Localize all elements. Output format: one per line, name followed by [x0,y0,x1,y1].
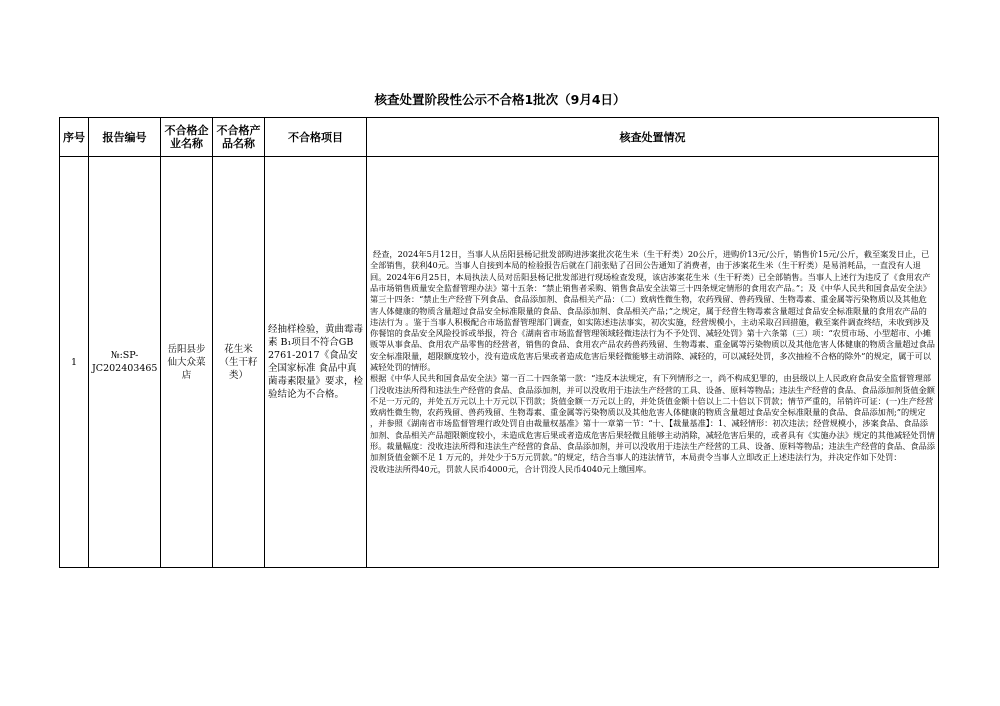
cell-company: 岳阳县步仙大众菜店 [161,157,213,568]
header-seq: 序号 [60,118,89,157]
page-title: 核查处置阶段性公示不合格1批次（9月4日） [374,92,626,107]
table-header-row [60,118,939,157]
header-report-no: 报告编号 [89,118,161,157]
header-disposal: 核查处置情况 [367,118,939,157]
header-company: 不合格企业名称 [161,118,213,157]
cell-seq: 1 [60,157,89,568]
header-product: 不合格产品名称 [213,118,265,157]
cell-disposal [367,157,939,568]
disposal-paragraph-2: 根据《中华人民共和国食品安全法》第一百二十四条第一款：“违反本法规定，有下列情形之一，尚不构成犯罪的，由县级以上人民政府食品安全监督管理部门没收违法所得和违法生产经营的食品、食品添加剂，并可以没收用于违法生产经营的工具、设备、原料等物品；违法生产经营的食品、食品添加剂货值金额不足一万元的，并处五万元以上十万元以下罚款；货值金额一万元以上的，并处货值金额十倍以上二十倍以下罚款；情节严重的，吊销许可证：(一)生产经营致病性微生物，农药残留、兽药残留、生物毒素、重金属等污染物质以及其他危害人体健康的物质含量超过食品安全标准限量的食品、食品添加剂;”的规定 ，并参照《湖南省市场监督管理行政处罚自由裁量权基准》第十一章第一节：“十、【裁量基准】：1、减轻情形：初次违法；经营规模小，涉案食品、食品添加剂、食品相关产品超限额度较小，未造成危害后果或者造成危害后果轻微且能够主动消除，减轻危害后果的，或者具有《实施办法》规定的其他减轻处罚情形。裁量幅度：没收违法所得和违法生产经营的食品、食品添加剂，并可以没收用于违法生产经营的工具、设备、原料等物品；违法生产经营的食品、食品添加剂货值金额不足 1 万元的，并处少于5万元罚款。”的规定，结合当事人的违法情节，本局责令当事人立即改正上述违法行为，并决定作如下处罚： [370,373,935,463]
disposal-paragraph-3: 没收违法所得40元，罚款人民币4000元，合计罚没人民币4040元上缴国库。 [370,463,652,474]
disposal-paragraph-1: 经查，2024年5月12日，当事人从岳阳县杨记批发部购进涉案批次花生米（生干籽类）20公斤，进购价13元/公斤，销售价15元/公斤，截至案发日止，已全部销售，获利40元。当事人自接到本局的检验报告后就在门前张贴了召回公告通知了消费者，由于涉案花生米（生干籽类）是易消耗品，一直没有人退回。2024年6月25日，本局执法人员对岳阳县杨记批发部进行现场检查发现，该店涉案花生米（生干籽类）已全部销售。当事人上述行为违反了《食用农产品市场销售质量安全监督管理办法》第十五条：“禁止销售者采购、销售食品安全法第三十四条规定情形的食用农产品。”；及《中华人民共和国食品安全法》第三十四条：“禁止生产经营下列食品、食品添加剂、食品相关产品：（二）致病性微生物，农药残留、兽药残留、生物毒素、重金属等污染物质以及其他危害人体健康的物质含量超过食品安全标准限量的食品、食品添加剂、食品相关产品；”之规定，属于经营生物毒素含量超过食品安全标准限量的食用农产品的违法行为 。鉴于当事人积极配合市场监督管理部门调查，如实陈述违法事实，初次实施，经营规模小，主动采取召回措施，截至案件调查终结，未收到涉及你餐馆的食品安全风险投诉或举报，符合《湖南省市场监督管理领域轻微违法行为不予处罚、减轻处罚》第十六条第（三）项：“农贸市场、小型超市、小摊贩等从事食品、食用农产品零售的经营者，销售的食品、食用农产品农药兽药残留、生物毒素、重金属等污染物质以及其他危害人体健康的物质含量超过食品安全标准限量，超限额度较小，没有造成危害后果或者造成危害后果轻微能够主动消除、减轻的，可以减轻处罚，多次抽检不合格的除外”的规定，属于可以减轻处罚的情形。 [370,249,935,372]
cell-report-no: №:SP-JC202403465 [89,157,161,568]
disposal-table [59,117,939,568]
table-row [60,157,939,568]
cell-item: 经抽样检验，黄曲霉毒素 B₁项目不符合GB 2761-2017《食品安全国家标准 食品中真菌毒素限量》要求，检验结论为不合格。 [265,157,367,568]
cell-product: 花生米（生干籽类） [213,157,265,568]
header-item: 不合格项目 [265,118,367,157]
